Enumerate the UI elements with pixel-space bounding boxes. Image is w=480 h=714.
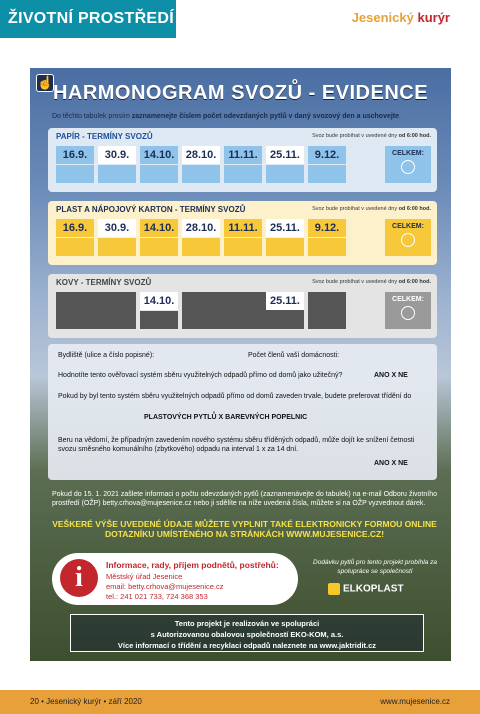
date-cell: 28.10. (182, 146, 220, 164)
bag-count-field[interactable] (182, 238, 220, 256)
metal-schedule (48, 274, 437, 338)
contact-box (52, 553, 298, 605)
total-field[interactable]: CELKEM: (385, 292, 431, 329)
project-line-2: s Autorizovanou obalovou společností EKO-KOM, a.s. (150, 630, 344, 639)
sponsor-text: Dodávku pytlů pro tento projekt probíhla za spolupráce se společností (313, 559, 437, 575)
paper-schedule (48, 128, 437, 192)
date-cell: 14.10. (140, 292, 178, 310)
poster-intro: Do těchto tabulek prosím zaznamenejte číslem počet odevzdaných pytlů v daný svozový den a uschovejte. (52, 113, 401, 120)
contact-email[interactable]: email: betty.crhova@mujesenice.cz (106, 582, 224, 591)
plastic-schedule-title: PLAST A NÁPOJOVÝ KARTON - TERMÍNY SVOZŮ (56, 205, 246, 214)
gift-notice: Pokud do 15. 1. 2021 zašlete informaci o počtu odevzdaných pytlů (zaznamenávejte do tabulek) na e-mail Odboru životního prostředí (OŽP) betty.crhova@mujesenice.cz nebo ji sdělíte na níže uvedená čísla, můžete si na OŽP vyzvednout dárek. (52, 491, 437, 507)
date-cell: 9.12. (308, 146, 346, 164)
date-cell: 14.10. (140, 146, 178, 164)
bag-count-field[interactable] (98, 238, 136, 256)
page-footer-left: 20 • Jesenický kurýr • září 2020 (30, 697, 142, 706)
date-cell: 30.9. (98, 219, 136, 237)
bag-icon (401, 160, 415, 174)
household-label: Počet členů vaší domácnosti: (248, 352, 340, 359)
question-3: Beru na vědomí, že případným zavedením nového systému sběru tříděných odpadů, může dojít ke snížení četnosti svozu směsného komunálního (zbytkového) odpadu na interval 1 x za 14 dní. (58, 437, 415, 453)
bag-count-field[interactable] (56, 165, 94, 183)
bag-icon (401, 233, 415, 247)
bag-count-field[interactable] (266, 165, 304, 183)
brand-logo: Jesenický kurýr (351, 10, 450, 25)
poster (30, 68, 451, 661)
date-cell: 28.10. (182, 219, 220, 237)
date-cell: 25.11. (266, 219, 304, 237)
question-2: Pokud by byl tento systém sběru využitelných odpadů přímo od domů zaveden trvale, budete preferovat třídění do (58, 393, 412, 400)
bag-count-field[interactable] (140, 311, 178, 329)
date-cell: 16.9. (56, 219, 94, 237)
date-cell: 25.11. (266, 146, 304, 164)
date-cell: 14.10. (140, 219, 178, 237)
date-cell: 16.9. (56, 146, 94, 164)
date-cell: 11.11. (224, 146, 262, 164)
info-icon: i (60, 559, 98, 597)
question-1-answer[interactable]: ANO X NE (374, 372, 408, 379)
online-questionnaire-notice: VEŠKERÉ VÝŠE UVEDENÉ ÚDAJE MŮŽETE VYPLNIT TAKÉ ELEKTRONICKY FORMOU ONLINE DOTAZNÍKU UMÍSTĚNÉHO NA STRÁNKÁCH WWW.MUJESENICE.CZ! (52, 519, 437, 539)
paper-schedule-title: PAPÍR - TERMÍNY SVOZŮ (56, 132, 153, 141)
poster-title: HARMONOGRAM SVOZŮ - EVIDENCE (52, 82, 429, 104)
questionnaire (48, 344, 437, 480)
question-2-answer[interactable]: PLASTOVÝCH PYTLŮ X BAREVNÝCH POPELNIC (144, 414, 308, 421)
address-label: Bydliště (ulice a číslo popisné): (58, 352, 155, 359)
total-field[interactable]: CELKEM: (385, 219, 431, 256)
bag-count-field[interactable] (308, 238, 346, 256)
date-cell: 30.9. (98, 146, 136, 164)
metal-schedule-title: KOVY - TERMÍNY SVOZŮ (56, 278, 152, 287)
project-line-1: Tento projekt je realizován ve spolupráci (174, 619, 320, 628)
contact-phone: tel.: 241 021 733, 724 368 353 (106, 592, 208, 601)
contact-title: Informace, rady, příjem podnětů, postřehů: (106, 560, 279, 570)
pickup-note: Svoz bude probíhat v uvedené dny od 6:00 hod. (312, 133, 431, 139)
blank-cell (56, 292, 136, 329)
bag-icon (401, 306, 415, 320)
page-footer-url[interactable]: www.mujesenice.cz (380, 697, 450, 706)
pickup-note: Svoz bude probíhat v uvedené dny od 6:00 hod. (312, 206, 431, 212)
question-3-answer[interactable]: ANO X NE (374, 460, 408, 467)
question-1: Hodnotíte tento ověřovací systém sběru využitelných odpadů přímo od domů jako užitečný? (58, 372, 343, 379)
section-title: ŽIVOTNÍ PROSTŘEDÍ (0, 0, 176, 38)
bag-count-field[interactable] (140, 238, 178, 256)
elkoplast-logo: ELKOPLAST (328, 583, 404, 595)
project-info-box (70, 614, 424, 652)
date-cell: 11.11. (224, 219, 262, 237)
plastic-schedule (48, 201, 437, 265)
bag-count-field[interactable] (266, 238, 304, 256)
bag-count-field[interactable] (182, 165, 220, 183)
elkoplast-logo-icon (328, 583, 340, 595)
bag-count-field[interactable] (56, 238, 94, 256)
date-cell: 25.11. (266, 292, 304, 310)
hand-pointer-icon: ☝ (37, 75, 54, 90)
project-line-3: Více informací o třídění a recyklaci odpadů naleznete na www.jaktridit.cz (117, 641, 377, 650)
bag-count-field[interactable] (98, 165, 136, 183)
bag-count-field[interactable] (224, 165, 262, 183)
bag-count-field[interactable] (224, 238, 262, 256)
contact-office: Městský úřad Jesenice (106, 572, 183, 581)
blank-cell (308, 292, 346, 329)
bag-count-field[interactable] (140, 165, 178, 183)
bag-count-field[interactable] (266, 311, 304, 329)
total-field[interactable]: CELKEM: (385, 146, 431, 183)
pickup-note: Svoz bude probíhat v uvedené dny od 6:00 hod. (312, 279, 431, 285)
date-cell: 9.12. (308, 219, 346, 237)
bag-count-field[interactable] (308, 165, 346, 183)
